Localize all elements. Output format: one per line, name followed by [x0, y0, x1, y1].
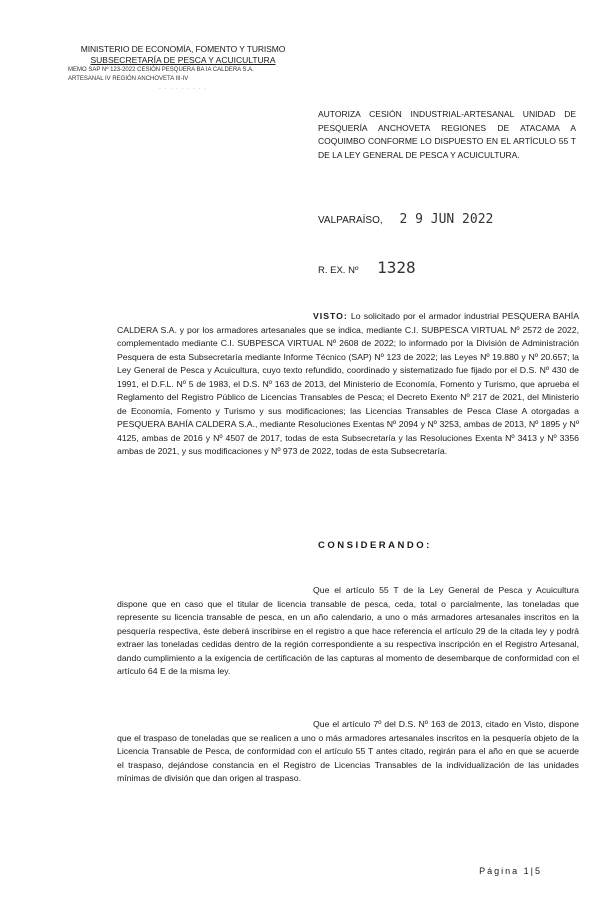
letterhead — [68, 44, 298, 95]
considerando-heading: CONSIDERANDO: — [318, 540, 432, 551]
ministry-name: MINISTERIO DE ECONOMÍA, FOMENTO Y TURISMO — [80, 44, 286, 54]
resolution-number — [318, 258, 416, 277]
considerando-paragraph-1: Que el artículo 55 T de la Ley General de Pesca y Acuicultura dispone que en caso que el titular de licencia transable de pesca, ceda, total o parcialmente, las toneladas que represente su licencia transable de pesca, en un año calendario, a uno o más armadores artesanales inscritos en la pesquería respectiva, éste deberá inscribirse en el registro a que hace referencia el artículo 29 de la citada ley y podrá extraer las toneladas cedidas dentro de la región correspondiente a su respectiva inscripción en el Registro Artesanal, dando cumplimiento a la exigencia de certificación de las capturas al momento de desembarque de conformidad con el artículo 64 E de la misma ley. — [117, 585, 579, 676]
rex-number: 1328 — [377, 258, 416, 277]
page-number: Página 1|5 — [479, 866, 542, 876]
place-date — [318, 212, 493, 227]
subsecretaria-name: SUBSECRETARÍA DE PESCA Y ACUICULTURA — [90, 55, 276, 65]
considerando-paragraph-2: Que el artículo 7º del D.S. Nº 163 de 2013, citado en Visto, dispone que el traspaso de toneladas que se realicen a uno o más armadores artesanales inscritos en la pesquería objeto de la Licencia Transable de Pesca, de conformidad con el artículo 55 T antes citado, regirán para el año en que se acuerde el traspaso, dejándose constancia en el Registro de Licencias Transables de la individualización de las unidades mínimas de división que dan origen al traspaso. — [117, 719, 579, 783]
date-stamp: 2 9 JUN 2022 — [399, 212, 494, 227]
memo-reference-line-1: MEMO SAP Nº 123-2022 CESIÓN PESQUERA BA IA CALDERA S.A. — [68, 67, 254, 73]
place-label: VALPARAÍSO, — [318, 215, 383, 226]
visto-text: Lo solicitado por el armador industrial PESQUERA BAHÍA CALDERA S.A. y por los armadores artesanales que se indica, mediante C.I. SUBPESCA VIRTUAL Nº 2572 de 2022, complementado mediante C.I. SUBPESCA VIRTUAL Nº 2608 de 2022; lo informado por la División de Administración Pesquera de esta Subsecretaría mediante Informe Técnico (SAP) Nº 123 de 2022; las Leyes Nº 19.880 y Nº 20.657; la Ley General de Pesca y Acuicultura, cuyo texto refundido, coordinado y sistematizado fue fijado por el D.S. Nº 430 de 1991, el D.F.L. Nº 5 de 1983, el D.S. Nº 163 de 2013, del Ministerio de Economía, Fomento y Turismo, que aprueba el Reglamento del Registro Público de Licencias Transables de Pesca; el Decreto Exento Nº 217 de 2021, del Ministerio de Economía, Fomento y Turismo y sus modificaciones; las Licencias Transables de Pesca Clase A otorgadas a PESQUERA BAHÍA CALDERA S.A., mediante Resoluciones Exentas Nº 2094 y Nº 3253, ambas de 2013, Nº 1895 y Nº 4125, ambas de 2016 y Nº 4507 de 2017, todas de esta Subsecretaría y las Resoluciones Exenta Nº 3413 y Nº 3356 ambas de 2021, y sus modificaciones y Nº 973 de 2022, todas de esta Subsecretaría. — [117, 311, 579, 456]
rex-label: R. EX. Nº — [318, 265, 359, 276]
faint-header-line: · · · · · · · · · — [158, 86, 208, 92]
visto-label: VISTO: — [313, 311, 348, 321]
resolution-title: AUTORIZA CESIÓN INDUSTRIAL-ARTESANAL UNIDAD DE PESQUERÍA ANCHOVETA REGIONES DE ATACAMA A COQUIMBO CONFORME LO DISPUESTO EN EL ARTÍCULO 55 T DE LA LEY GENERAL DE PESCA Y ACUICULTURA. — [318, 109, 576, 160]
visto-paragraph — [117, 310, 579, 459]
memo-reference-line-2: ARTESANAL IV REGIÓN ANCHOVETA III-IV — [68, 76, 189, 82]
